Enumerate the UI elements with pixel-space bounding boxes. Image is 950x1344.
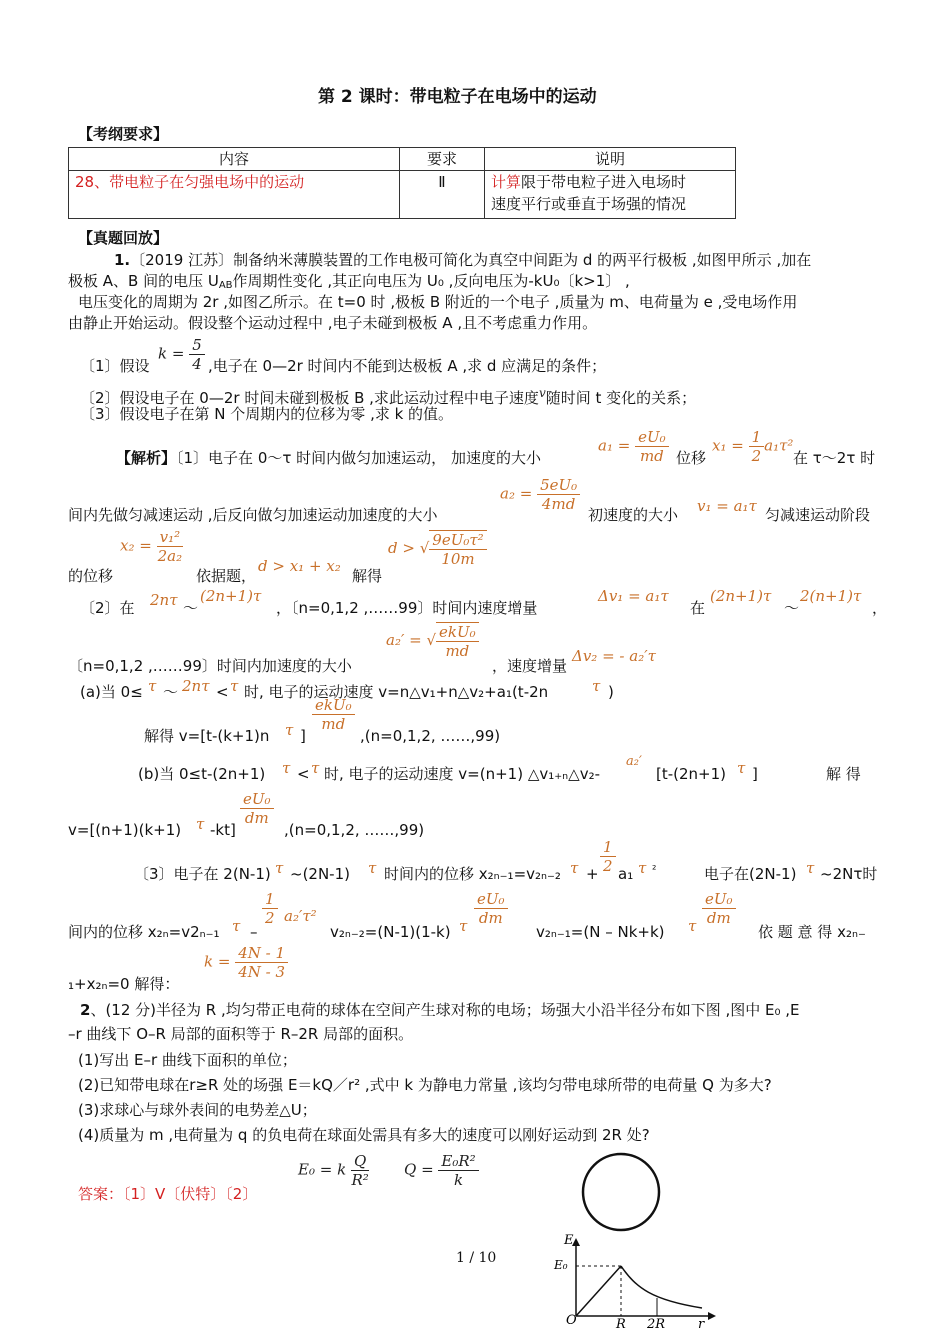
p2-e1: 2nτ — [150, 591, 178, 609]
q1-k-lhs: k = — [158, 344, 185, 363]
p2-text: ，〔n=0,1,2 ,……99〕时间内速度增量 — [276, 599, 538, 617]
requirements-table — [68, 147, 736, 219]
p2-e3: (2n+1)τ — [710, 587, 772, 605]
solution-s1-end: 在 τ～2τ 时 — [793, 449, 876, 467]
eq-x1-den: 2 — [751, 447, 762, 465]
q1-line2-text: 极板 A、B 间的电压 U — [68, 272, 219, 290]
pa-tau: τ — [148, 677, 157, 695]
q1-line2-rest: 作周期性变化 ,其正向电压为 U₀ ,反向电压为-kU₀〔k>1〕 , — [232, 272, 630, 290]
p4-text: 〔3〕电子在 2(N-1) — [134, 865, 271, 883]
eq-a2p-den: md — [445, 642, 470, 660]
label-origin: O — [566, 1313, 577, 1328]
eq-a2-num: 5eU₀ — [537, 476, 580, 495]
pb-res-tau: τ — [196, 815, 205, 833]
answer-label: 答案：〔1〕V〔伏特〕〔2〕 — [78, 1185, 258, 1203]
eq-cond: d > x₁ + x₂ — [258, 557, 341, 575]
eq-a2-frac — [537, 476, 580, 513]
review-heading: 【真题回放】 — [78, 229, 169, 247]
eq-d: d > √ $\frac{\text{9eU₀τ²}}{10m}$ — [388, 530, 487, 568]
p5-f2-frac — [702, 890, 736, 927]
row-level: Ⅱ — [400, 171, 485, 219]
q1-part1-k — [158, 336, 205, 373]
q1-part2-v: v — [538, 386, 546, 400]
solution-s3-mid: 依据题， — [196, 567, 257, 585]
eq-a2p-num: ekU₀ — [436, 623, 479, 642]
pb-velocity: 时, 电子的运动速度 v=(n+1) △v₁₊ₙ△v₂- — [324, 765, 600, 783]
eq-a1 — [598, 428, 669, 465]
p4-tau: τ — [275, 859, 284, 877]
p5-a2: a₂′τ² — [284, 907, 317, 925]
page-number: 1 / 10 — [456, 1250, 497, 1266]
q1-part1-label: 〔1〕假设 — [80, 357, 150, 375]
q1-part2-rest: 随时间 t 变化的关系； — [545, 389, 697, 407]
p5-tau3: τ — [688, 917, 697, 935]
pa-tau2: τ — [230, 677, 239, 695]
p5-end: 依 题 意 得 x₂ₙ₋ — [758, 923, 866, 941]
eq-k-den: 4N - 3 — [238, 963, 286, 981]
p4-plus: + — [586, 865, 599, 883]
eq-e0-lhs: E₀ = k — [298, 1160, 347, 1179]
field-figure — [540, 1148, 720, 1328]
eq-k-result — [204, 944, 288, 981]
eq-x1-num: 1 — [749, 428, 765, 447]
eq-a1-num: eU₀ — [635, 428, 669, 447]
pb-res-kt: -kt] — [210, 821, 236, 839]
p4-end: ~2Nτ时 — [820, 865, 878, 883]
pb-text: (b)当 0≤t-(2n+1) — [138, 765, 266, 783]
eq-a1-den: md — [639, 447, 664, 465]
eq-q-frac — [438, 1152, 478, 1189]
p5-half-frac — [262, 890, 278, 927]
eq-e0-num: Q — [351, 1152, 369, 1171]
q2-part2: (2)已知带电球在r≥R 处的场强 E＝kQ／r² ,式中 k 为静电力常量 ,该均匀带电球所带的电荷量 Q 为多大? — [78, 1076, 772, 1094]
p5-f2-den: dm — [706, 909, 731, 927]
eq-a2p: a₂′ = √ $\frac{\text{ekU₀}}{md}$ — [386, 622, 479, 660]
row-number: 28 — [75, 173, 95, 191]
pa-close: ) — [608, 683, 614, 701]
inside-field-line — [576, 1266, 621, 1316]
r-axis-arrow — [708, 1312, 716, 1320]
p5-half-num: 1 — [262, 890, 278, 909]
eq-v1: v₁ = a₁τ — [697, 497, 757, 515]
pb-a2p: a₂′ — [626, 754, 642, 769]
solution-disp-label: 位移 — [676, 449, 707, 467]
p5-v2n1: v₂ₙ₋₁=(N – Nk+k) — [536, 923, 665, 941]
q2-number: 2 — [80, 1001, 91, 1019]
label-r-axis: r — [698, 1317, 705, 1328]
requirements-heading: 【考纲要求】 — [78, 125, 169, 143]
pa-tilde: ～ — [163, 683, 179, 701]
p5-half-den: 2 — [265, 909, 275, 927]
eq-q-lhs: Q = — [404, 1160, 434, 1179]
eq-x2-frac — [157, 528, 184, 565]
p3-incr: ，速度增量 — [492, 657, 568, 675]
pb-frac — [240, 790, 274, 827]
row-content-cell — [69, 171, 400, 219]
q1-k-den: 4 — [192, 355, 202, 373]
pb-tau2: τ — [311, 759, 320, 777]
eq-x2-num: v₁² — [157, 528, 184, 547]
pa-solution: 解得 v=[t-(k+1)n — [144, 727, 270, 745]
p2-e2: (2n+1)τ — [200, 587, 262, 605]
eq-e0-den: R² — [351, 1171, 369, 1189]
p4-tau3: τ — [570, 859, 579, 877]
solution-s2: 间内先做匀减速运动 ,后反向做匀加速运动加速度的大小 — [68, 506, 438, 524]
q2-line2: –r 曲线下 O–R 局部的面积等于 R–2R 局部的面积。 — [68, 1025, 414, 1043]
row-note-highlight: 计算 — [491, 173, 522, 191]
page-title: 第 2 课时：带电粒子在电场中的运动 — [318, 87, 597, 107]
p4-half — [600, 838, 616, 875]
p2-start: 〔2〕在 — [80, 599, 135, 617]
eq-e0 — [298, 1152, 369, 1189]
p5-tau2: τ — [459, 917, 468, 935]
eq-d-den: 10m — [441, 550, 475, 568]
eq-k-lhs: k = — [204, 952, 231, 971]
p5-f1-den: dm — [478, 909, 503, 927]
p4-tau5: τ — [806, 859, 815, 877]
pa-tau3: τ — [592, 677, 601, 695]
p4-tau4: τ — [638, 859, 647, 877]
pb-result: v=[(n+1)(k+1) — [68, 821, 182, 839]
eq-e0-frac — [351, 1152, 369, 1189]
p2-in: 在 — [690, 599, 706, 617]
p5-f1-num: eU₀ — [474, 890, 508, 909]
p4-a1: a₁ — [618, 865, 634, 883]
pb-bracket: [t-(2n+1) — [656, 765, 727, 783]
row-note-line1: 限于带电粒子进入电场时 — [521, 173, 687, 191]
p5-v2n2: v₂ₙ₋₂=(N-1)(1-k) — [330, 923, 451, 941]
eq-x1-lhs: x₁ = — [712, 436, 744, 455]
eq-x2-den: 2a₂ — [157, 547, 183, 565]
eq-k-num: 4N - 1 — [235, 944, 288, 963]
p4-sq: ² — [652, 863, 657, 876]
col-level-header: 要求 — [400, 148, 485, 171]
p2-tilde2: ～ — [784, 599, 800, 617]
solution-s3-solve: 解得 — [352, 567, 383, 585]
q1-line1 — [114, 250, 811, 270]
pb-close: ] — [752, 765, 758, 783]
p4-second: 电子在(2N-1) — [704, 865, 797, 883]
pa-velocity: 时, 电子的运动速度 v=n△v₁+n△v₂+a₁(t-2n — [244, 683, 549, 701]
q2-part4: (4)质量为 m ,电荷量为 q 的负电荷在球面处需具有多大的速度可以刚好运动到 2R 处? — [78, 1126, 650, 1144]
q1-line4: 由静止开始运动。假设整个运动过程中 ,电子未碰到极板 A ,且不考虑重力作用。 — [68, 314, 598, 332]
pb-lt: < — [297, 765, 310, 783]
row-content: 、带电粒子在匀强电场中的运动 — [94, 173, 305, 191]
p4-displacement: 时间内的位移 x₂ₙ₋₁=v₂ₙ₋₂ — [384, 865, 561, 883]
row-note-cell — [485, 171, 736, 219]
sphere-circle — [583, 1154, 659, 1230]
pa-frac-inner — [312, 696, 355, 733]
q1-part1-text: ,电子在 0—2r 时间内不能到达极板 A ,求 d 应满足的条件； — [208, 357, 607, 375]
solution-s3: 的位移 — [68, 567, 114, 585]
pa-sol-tau: τ — [285, 721, 294, 739]
p2-e4: 2(n+1)τ — [800, 587, 862, 605]
p4-half-frac — [600, 838, 616, 875]
q2-part1: (1)写出 E–r 曲线下面积的单位； — [78, 1051, 297, 1069]
solution-label: 【解析】 — [116, 449, 177, 467]
q1-part3: 〔3〕假设电子在第 N 个周期内的位移为零 ,求 k 的值。 — [80, 405, 454, 423]
q1-number: 1. — [114, 251, 131, 269]
pb-res-range: ,(n=0,1,2, ……,99) — [284, 821, 425, 839]
pa-frac — [312, 696, 355, 733]
pb-frac-num: eU₀ — [240, 790, 274, 809]
q1-part2-text: 〔2〕假设电子在 0—2r 时间未碰到极板 B ,求此运动过程中电子速度 — [80, 389, 539, 407]
eq-a1-lhs: a₁ = — [598, 436, 631, 455]
eq-d-lhs: d > — [388, 539, 415, 557]
eq-q — [404, 1152, 479, 1189]
q2-line1 — [80, 1000, 800, 1020]
eq-q-den: k — [454, 1171, 464, 1189]
pa-frac-num: ekU₀ — [312, 696, 355, 715]
p4-half-den: 2 — [603, 857, 613, 875]
p5-minus: – — [250, 923, 258, 941]
pa-sol-range: ,(n=0,1,2, ……,99) — [360, 727, 501, 745]
q2-intro1: 、(12 分)半径为 R ,均匀带正电荷的球体在空间产生球对称的电场；场强大小沿半径分布如下图 ,图中 E₀ ,E — [90, 1001, 800, 1019]
eq-x2-lhs: x₂ = — [120, 536, 152, 555]
eq-k-frac — [235, 944, 288, 981]
p6-text: ₁+x₂ₙ=0 解得： — [68, 975, 180, 993]
pa-2nt: 2nτ — [182, 677, 210, 695]
q2-part3: (3)求球心与球外表间的电势差△U； — [78, 1101, 317, 1119]
pa-sol-bracket: ] — [300, 727, 306, 745]
p4-half-num: 1 — [600, 838, 616, 857]
col-note-header: 说明 — [485, 148, 736, 171]
col-content-header: 内容 — [69, 148, 400, 171]
q1-line3: 电压变化的周期为 2r ,如图乙所示。在 t=0 时 ,极板 B 附近的一个电子 ,质量为 m、电荷量为 e ,受电场作用 — [78, 293, 798, 311]
label-e: E — [564, 1233, 574, 1248]
eq-a1-frac — [635, 428, 669, 465]
eq-a2-lhs: a₂ = — [500, 484, 533, 503]
p2-tilde: ～ — [183, 599, 199, 617]
label-e0: E₀ — [554, 1258, 568, 1272]
p2-comma: ， — [872, 599, 888, 617]
solution-s1: 〔1〕电子在 0～τ 时间内做匀加速运动， 加速度的大小 — [176, 449, 541, 467]
eq-d-num: 9eU₀τ² — [429, 531, 486, 550]
eq-d-frac — [429, 530, 486, 568]
pa-frac-den: md — [321, 715, 346, 733]
eq-dv2: Δv₂ = - a₂′τ — [572, 647, 656, 665]
solution-s2-end: 匀减速运动阶段 — [765, 506, 871, 524]
eq-q-num: E₀R² — [438, 1152, 478, 1171]
eq-x1-rest: a₁τ² — [764, 436, 794, 455]
eq-a2p-frac — [436, 622, 479, 660]
label-2r-tick: 2R — [647, 1317, 666, 1328]
solution-s2-mid: 初速度的大小 — [588, 506, 679, 524]
p3-text: 〔n=0,1,2 ,……99〕时间内加速度的大小 — [68, 657, 352, 675]
eq-a2 — [500, 476, 580, 513]
p5-f2-num: eU₀ — [702, 890, 736, 909]
pb-frac-den: dm — [244, 809, 269, 827]
eq-a2-den: 4md — [541, 495, 576, 513]
q1-k-frac — [189, 336, 205, 373]
label-r-tick: R — [616, 1317, 626, 1328]
p4-range: ~(2N-1) — [290, 865, 350, 883]
solution-line1 — [116, 448, 541, 468]
eq-x1-frac — [749, 428, 765, 465]
pb-tau: τ — [282, 759, 291, 777]
p5-tau: τ — [232, 917, 241, 935]
p5-text: 间内的位移 x₂ₙ=v2ₙ₋₁ — [68, 923, 220, 941]
p5-f2 — [702, 890, 736, 927]
eq-dv1: Δv₁ = a₁τ — [598, 587, 669, 605]
row-note-line2: 速度平行或垂直于场强的情况 — [491, 195, 687, 213]
eq-x1 — [712, 428, 793, 465]
q1-line1-text: 〔2019 江苏〕制备纳米薄膜装置的工作电极可简化为真空中间距为 d 的两平行极板 ,如图甲所示 ,加在 — [130, 251, 812, 269]
outside-field-curve — [621, 1266, 702, 1308]
pa-text: (a)当 0≤ — [80, 683, 143, 701]
p5-half — [262, 890, 278, 927]
pb-tau3: τ — [737, 759, 746, 777]
pb-frac-inner — [240, 790, 274, 827]
pb-solve: 解 得 — [826, 765, 861, 783]
p5-f1 — [474, 890, 508, 927]
p4-tau2: τ — [368, 859, 377, 877]
q1-line2-sub: AB — [218, 280, 233, 291]
eq-a2p-lhs: a₂′ = — [386, 631, 422, 649]
pa-lt: < — [216, 683, 229, 701]
q1-k-num: 5 — [189, 336, 205, 355]
p5-f1-frac — [474, 890, 508, 927]
eq-x2 — [120, 528, 183, 565]
